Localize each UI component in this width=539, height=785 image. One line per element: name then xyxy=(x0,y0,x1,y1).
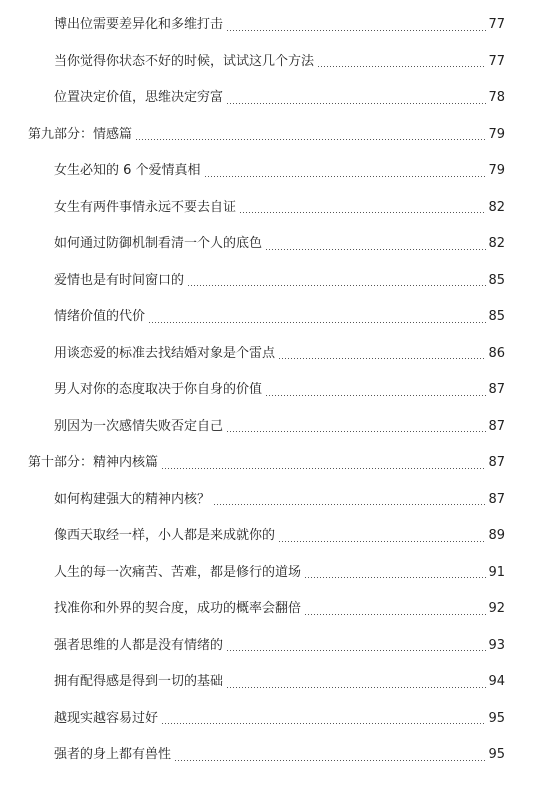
toc-entry[interactable] xyxy=(0,591,539,628)
toc-entry[interactable] xyxy=(0,299,539,336)
toc-dot-leader xyxy=(213,504,486,505)
toc-entry-title: 男人对你的态度取决于你自身的价值 xyxy=(54,382,263,398)
toc-entry[interactable] xyxy=(0,701,539,738)
toc-entry[interactable] xyxy=(0,628,539,665)
toc-entry[interactable] xyxy=(0,737,539,774)
toc-section-title: 第十部分：精神内核篇 xyxy=(28,455,159,471)
toc-entry[interactable] xyxy=(0,190,539,227)
toc-dot-leader xyxy=(317,66,486,67)
toc-dot-leader xyxy=(148,322,486,323)
toc-entry-title: 找准你和外界的契合度，成功的概率会翻倍 xyxy=(54,601,302,617)
toc-dot-leader xyxy=(304,577,486,578)
toc-entry[interactable] xyxy=(0,372,539,409)
toc-entry-page: 86 xyxy=(488,345,505,361)
toc-entry-page: 87 xyxy=(488,418,505,434)
toc-section-heading[interactable] xyxy=(0,445,539,482)
toc-entry-title: 拥有配得感是得到一切的基础 xyxy=(54,674,224,690)
toc-entry[interactable] xyxy=(0,336,539,373)
toc-entry[interactable] xyxy=(0,409,539,446)
toc-entry-page: 79 xyxy=(488,163,505,179)
toc-entry[interactable] xyxy=(0,482,539,519)
toc-entry-title: 爱情也是有时间窗口的 xyxy=(54,272,185,288)
toc-entry-page: 82 xyxy=(488,236,505,252)
toc-entry-page: 87 xyxy=(488,382,505,398)
toc-entry-page: 95 xyxy=(488,747,505,763)
toc-entry-title: 女生有两件事情永远不要去自证 xyxy=(54,199,237,215)
toc-entry-page: 78 xyxy=(488,90,505,106)
toc-entry-page: 93 xyxy=(488,637,505,653)
toc-entry-title: 用谈恋爱的标准去找结婚对象是个雷点 xyxy=(54,345,276,361)
toc-dot-leader xyxy=(226,431,486,432)
toc-dot-leader xyxy=(187,285,486,286)
toc-entry[interactable] xyxy=(0,263,539,300)
toc-dot-leader xyxy=(174,760,486,761)
toc-section-title: 第九部分：情感篇 xyxy=(28,126,133,142)
toc-entry-page: 82 xyxy=(488,199,505,215)
toc-dot-leader xyxy=(278,358,486,359)
toc-entry-title: 人生的每一次痛苦、苦难，都是修行的道场 xyxy=(54,564,302,580)
toc-dot-leader xyxy=(304,614,486,615)
toc-entry[interactable] xyxy=(0,44,539,81)
toc-entry[interactable] xyxy=(0,664,539,701)
toc-entry[interactable] xyxy=(0,555,539,592)
toc-section-page: 79 xyxy=(488,126,505,142)
toc-section-heading[interactable] xyxy=(0,117,539,154)
toc-entry-title: 像西天取经一样，小人都是来成就你的 xyxy=(54,528,276,544)
toc-entry-title: 别因为一次感情失败否定自己 xyxy=(54,418,224,434)
toc-dot-leader xyxy=(226,30,486,31)
toc-entry[interactable] xyxy=(0,80,539,117)
toc-entry[interactable] xyxy=(0,226,539,263)
toc-dot-leader xyxy=(226,103,486,104)
toc-entry-title: 位置决定价值，思维决定穷富 xyxy=(54,90,224,106)
toc-dot-leader xyxy=(265,249,486,250)
toc-entry-title: 博出位需要差异化和多维打击 xyxy=(54,17,224,33)
toc-dot-leader xyxy=(161,723,486,724)
table-of-contents xyxy=(0,7,539,774)
toc-entry-page: 77 xyxy=(488,17,505,33)
toc-entry-page: 92 xyxy=(488,601,505,617)
toc-entry-page: 85 xyxy=(488,272,505,288)
toc-entry[interactable] xyxy=(0,153,539,190)
toc-entry-title: 强者思维的人都是没有情绪的 xyxy=(54,637,224,653)
toc-entry-page: 94 xyxy=(488,674,505,690)
toc-dot-leader xyxy=(204,176,487,177)
toc-entry[interactable] xyxy=(0,7,539,44)
toc-dot-leader xyxy=(135,139,486,140)
toc-dot-leader xyxy=(265,395,486,396)
toc-entry-title: 如何构建强大的精神内核？ xyxy=(54,491,211,507)
toc-entry-page: 85 xyxy=(488,309,505,325)
toc-dot-leader xyxy=(239,212,486,213)
toc-dot-leader xyxy=(226,650,486,651)
toc-dot-leader xyxy=(226,687,486,688)
toc-entry-page: 87 xyxy=(488,491,505,507)
toc-entry[interactable] xyxy=(0,518,539,555)
toc-entry-title: 情绪价值的代价 xyxy=(54,309,146,325)
toc-section-page: 87 xyxy=(488,455,505,471)
toc-entry-page: 77 xyxy=(488,53,505,69)
toc-dot-leader xyxy=(161,468,486,469)
toc-entry-title: 当你觉得你状态不好的时候，试试这几个方法 xyxy=(54,53,315,69)
toc-entry-title: 女生必知的 6 个爱情真相 xyxy=(54,163,201,179)
toc-entry-page: 95 xyxy=(488,710,505,726)
toc-entry-page: 91 xyxy=(488,564,505,580)
toc-entry-title: 强者的身上都有兽性 xyxy=(54,747,172,763)
toc-entry-title: 越现实越容易过好 xyxy=(54,710,159,726)
toc-entry-page: 89 xyxy=(488,528,505,544)
toc-dot-leader xyxy=(278,541,486,542)
toc-entry-title: 如何通过防御机制看清一个人的底色 xyxy=(54,236,263,252)
